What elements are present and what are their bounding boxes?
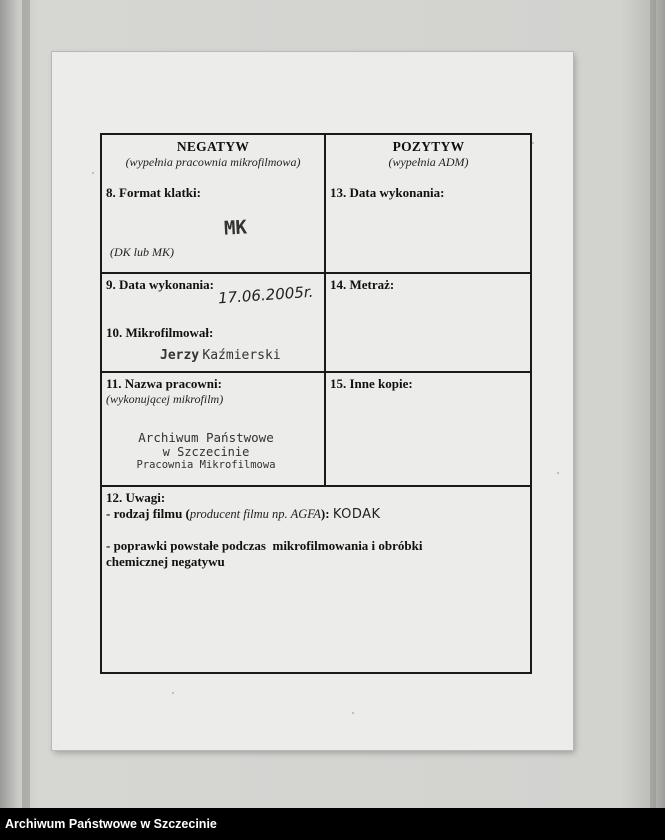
negatyw-cell	[102, 135, 324, 272]
format-label: 8. Format klatki:	[106, 185, 201, 200]
operator-last-name: Kaźmierski	[202, 348, 281, 363]
lab-stamp	[102, 430, 310, 471]
copies-label: 15. Inne kopie:	[330, 376, 413, 391]
remarks-label: 12. Uwagi:	[106, 490, 166, 505]
footer-bar	[0, 808, 665, 840]
negatyw-date-label: 9. Data wykonania:	[106, 277, 214, 292]
footer-caption: Archiwum Państwowe w Szczecinie	[5, 817, 217, 831]
lab-stamp-line2: w Szczecinie	[162, 445, 250, 459]
pozytyw-date-label: 13. Data wykonania:	[330, 185, 445, 200]
negatyw-title: NEGATYW	[176, 139, 250, 154]
operator-stamp	[160, 347, 281, 363]
length-label: 14. Metraż:	[330, 277, 395, 292]
corrections-line1: - poprawki powstałe podczas mikrofilmowania i obróbki	[106, 538, 423, 553]
lab-hint: (wykonującej mikrofilm)	[106, 392, 224, 406]
copies-cell	[325, 372, 532, 485]
film-type-suffix: ):	[320, 506, 330, 521]
lab-stamp-line3: Pracownia Mikrofilmowa	[136, 459, 276, 471]
pozytyw-subtitle: (wypełnia ADM)	[388, 155, 469, 169]
form-table	[100, 133, 532, 674]
format-hint: (DK lub MK)	[110, 245, 174, 259]
operator-label: 10. Mikrofilmował:	[106, 325, 214, 340]
lab-stamp-line1: Archiwum Państwowe	[138, 430, 274, 445]
operator-first-name: Jerzy	[160, 348, 200, 363]
date-operator-cell	[102, 273, 324, 371]
negatyw-date-value: 17.06.2005r.	[217, 282, 314, 308]
lab-label: 11. Nazwa pracowni:	[106, 376, 222, 391]
film-type-hint: producent filmu np. AGFA	[189, 507, 321, 521]
pozytyw-cell	[325, 135, 532, 272]
film-type-prefix: - rodzaj filmu (	[106, 506, 190, 521]
remarks-cell	[102, 486, 532, 672]
film-type-line	[106, 506, 381, 522]
corrections-line2: chemicznej negatywu	[106, 554, 225, 569]
pozytyw-title: POZYTYW	[392, 139, 465, 154]
lab-cell	[102, 372, 324, 485]
length-cell	[325, 273, 532, 371]
format-value: MK	[223, 216, 248, 240]
negatyw-subtitle: (wypełnia pracownia mikrofilmowa)	[125, 155, 301, 169]
film-type-value: KODAK	[332, 507, 381, 522]
